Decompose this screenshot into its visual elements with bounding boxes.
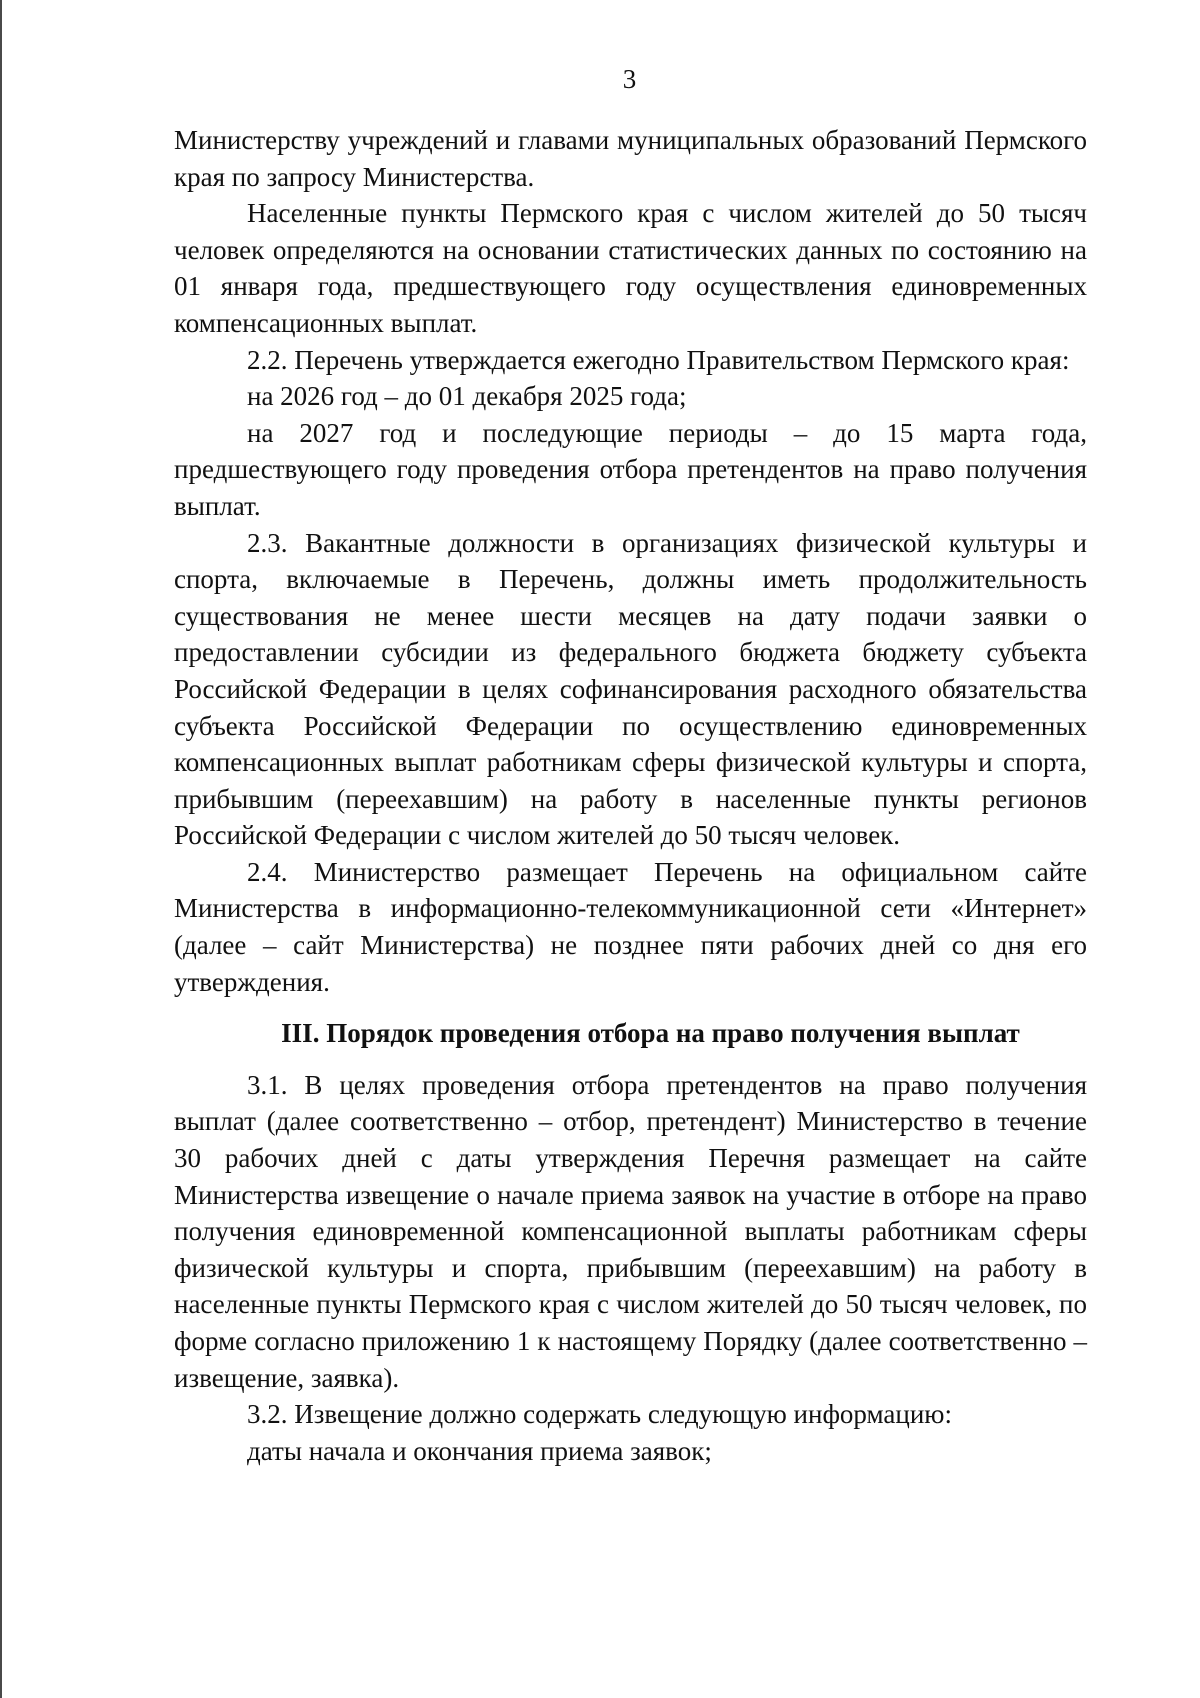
page-number: 3 [622, 64, 637, 94]
section-two-text [174, 122, 1087, 1000]
paragraph: даты начала и окончания приема заявок; [247, 1435, 712, 1466]
paragraph: на 2026 год – до 01 декабря 2025 года; [247, 381, 687, 412]
paragraph: Населенные пункты Пермского края с числом жителей до 50 тысяч человек определяются на основании статистических данных по состоянию на 01 января года, предшествующего году осуществления единовременных компенсационных выплат. [174, 198, 1087, 338]
paragraph: 2.4. Министерство размещает Перечень на официальном сайте Министерства в информационно-телекоммуникационной сети «Интернет» (далее – сайт Министерства) не позднее пяти рабочих дней со дня его утверждения. [174, 856, 1087, 997]
document-body [174, 122, 1087, 1469]
paragraph: 2.3. Вакантные должности в организациях физической культуры и спорта, включаемые в Перечень, должны иметь продолжительность существования не менее шести месяцев на дату подачи заявки о предоставлении субсидии из федерального бюджета бюджету субъекта Российской Федерации в целях софинансирования расходного обязательства субъекта Российской Федерации по осуществлению единовременных компенсационных выплат работникам сферы физической культуры и спорта, прибывшим (переехавшим) на работу в населенные пункты регионов Российской Федерации с числом жителей до 50 тысяч человек. [174, 527, 1087, 851]
section-heading: III. Порядок проведения отбора на право получения выплат [281, 1018, 1020, 1049]
section-three-text [174, 1067, 1087, 1470]
paragraph: 2.2. Перечень утверждается ежегодно Правительством Пермского края: [247, 344, 1070, 375]
paragraph: 3.2. Извещение должно содержать следующую информацию: [247, 1399, 952, 1430]
paragraph: Министерству учреждений и главами муниципальных образований Пермского края по запросу Министерства. [174, 125, 1087, 192]
paragraph: на 2027 год и последующие периоды – до 15 марта года, предшествующего году проведения отбора претендентов на право получения выплат. [174, 417, 1087, 521]
paragraph: 3.1. В целях проведения отбора претендентов на право получения выплат (далее соответственно – отбор, претендент) Министерство в течение 30 рабочих дней с даты утверждения Перечня размещает на сайте Министерства извещение о начале приема заявок на участие в отборе на право получения единовременной компенсационной выплаты работникам сферы физической культуры и спорта, прибывшим (переехавшим) на работу в населенные пункты Пермского края с числом жителей до 50 тысяч человек, по форме согласно приложению 1 к настоящему Порядку (далее соответственно – извещение, заявка). [174, 1069, 1087, 1393]
